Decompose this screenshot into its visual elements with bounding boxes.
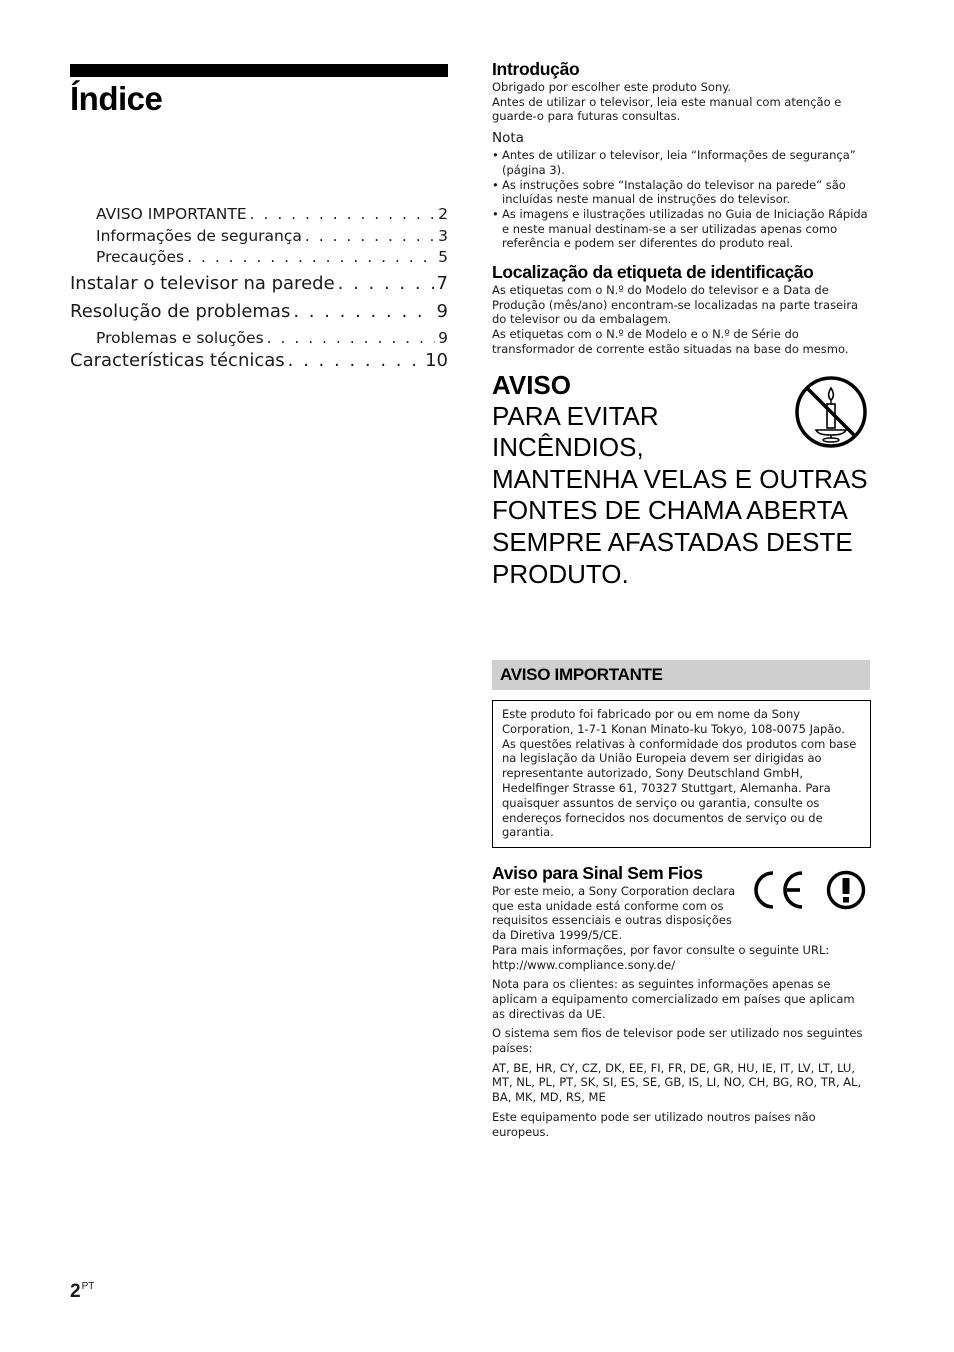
regulatory-marks xyxy=(749,868,867,912)
toc-entry-label: Instalar o televisor na parede xyxy=(70,272,335,294)
page-number xyxy=(70,1281,94,1303)
language-code: PT xyxy=(81,1281,95,1292)
toc-leader-dots xyxy=(305,227,435,245)
toc-entry-precaucoes[interactable] xyxy=(70,248,448,270)
important-heading: AVISO IMPORTANTE xyxy=(500,665,663,684)
page-number-value: 2 xyxy=(70,1281,81,1302)
no-candle-icon xyxy=(794,375,868,449)
wireless-countries-intro: O sistema sem fios de televisor pode ser utilizado nos seguintes países: xyxy=(492,1026,863,1056)
right-column xyxy=(492,58,870,590)
toc-leader-dots xyxy=(250,205,436,223)
label-location-line: As etiquetas com o N.º do Modelo do televisor e a Data de Produção (mês/ano) encontram-se localizadas na parte traseira do televisor ou da embalagem. xyxy=(492,283,859,327)
table-of-contents xyxy=(70,205,448,378)
more-info-text: Para mais informações, por favor consulte o seguinte URL: xyxy=(492,942,830,957)
toc-entry-label: AVISO IMPORTANTE xyxy=(96,205,247,223)
wireless-outside-eu: Este equipamento pode ser utilizado noutros países não europeus. xyxy=(492,1109,816,1139)
toc-leader-dots xyxy=(293,301,433,322)
toc-entry-problemas-solucoes[interactable] xyxy=(70,329,448,351)
toc-entry-informacoes-seguranca[interactable] xyxy=(70,227,448,249)
toc-entry-page: 7 xyxy=(436,272,448,294)
label-location-section xyxy=(492,261,870,357)
wireless-more-info xyxy=(492,943,870,972)
toc-entry-label: Resolução de problemas xyxy=(70,300,291,322)
toc-entry-page: 10 xyxy=(425,350,448,371)
compliance-url-link[interactable]: http://www.compliance.sony.de/ xyxy=(492,957,676,972)
ce-mark-icon xyxy=(756,873,802,907)
intro-heading: Introdução xyxy=(492,59,580,79)
toc-entry-caracteristicas-tecnicas[interactable] xyxy=(70,350,448,378)
nota-item: • As imagens e ilustrações utilizadas no Guia de Iniciação Rápida e neste manual destinam-se a ser utilizadas apenas como referência e podem ser diferentes do produto real. xyxy=(492,207,870,251)
toc-leader-dots xyxy=(187,248,435,266)
toc-entry-label: Características técnicas xyxy=(70,350,285,371)
label-location-line: As etiquetas com o N.º de Modelo e o N.º de Série do transformador de corrente estão situadas na base do mesmo. xyxy=(492,327,849,356)
toc-leader-dots xyxy=(338,273,434,294)
toc-entry-page: 2 xyxy=(438,205,448,223)
wireless-countries: AT, BE, HR, CY, CZ, DK, EE, FI, FR, DE, GR, HU, IE, IT, LV, LT, LU, MT, NL, PL, PT, SK, SI, ES, SE, GB, IS, LI, NO, CH, BG, RO, TR, AL, BA, MK, MD, RS, ME xyxy=(492,1060,862,1105)
intro-line: Obrigado por escolher este produto Sony. xyxy=(492,80,732,94)
toc-entry-page: 9 xyxy=(438,328,448,347)
warning-title: AVISO xyxy=(492,369,571,400)
warning-line: PARA EVITAR xyxy=(492,400,659,431)
warning-line: FONTES DE CHAMA ABERTA xyxy=(492,495,848,526)
toc-entry-resolucao-problemas[interactable] xyxy=(70,301,448,329)
nota-list xyxy=(492,148,870,251)
intro-line: Antes de utilizar o televisor, leia este manual com atenção e guarde-o para futuras consultas. xyxy=(492,94,842,124)
toc-entry-label: Informações de segurança xyxy=(96,226,302,245)
important-heading-bar xyxy=(492,660,870,690)
page-title: Índice xyxy=(70,80,163,117)
important-notice-box xyxy=(492,700,871,848)
nota-item: • As instruções sobre “Instalação do televisor na parede” são incluídas neste manual de instruções do televisor. xyxy=(492,178,870,207)
important-notice-text: Este produto foi fabricado por ou em nome da Sony Corporation, 1-7-1 Konan Minato-ku Tokyo, 108-0075 Japão. As questões relativas à conformidade dos produtos com base na legislação da União Europeia devem ser dirigidas ao representante autorizado, Sony Deutschland GmbH, Hedelfinger Strasse 61, 70327 Stuttgart, Alemanha. Para quaisquer assuntos de serviço ou garantia, consulte os endereços fornecidos nos documentos de serviço ou de garantia. xyxy=(502,707,857,840)
toc-entry-page: 9 xyxy=(436,300,448,322)
toc-entry-page: 5 xyxy=(438,248,448,266)
toc-entry-aviso-importante[interactable] xyxy=(70,205,448,227)
warning-line: SEMPRE AFASTADAS DESTE xyxy=(492,526,853,557)
label-location-heading: Localização da etiqueta de identificação xyxy=(492,262,814,283)
toc-entry-label: Problemas e soluções xyxy=(96,328,264,347)
toc-leader-dots xyxy=(288,350,422,371)
toc-leader-dots xyxy=(267,329,435,347)
toc-entry-instalar-parede[interactable] xyxy=(70,273,448,301)
warning-line: PRODUTO. xyxy=(492,558,629,589)
intro-section xyxy=(492,58,870,251)
wireless-client-note: Nota para os clientes: as seguintes informações apenas se aplicam a equipamento comercializado em países que aplicam as directivas da UE. xyxy=(492,977,855,1021)
title-rule xyxy=(70,64,448,77)
toc-entry-page: 3 xyxy=(438,226,448,245)
toc-entry-label: Precauções xyxy=(96,248,185,266)
fire-warning xyxy=(492,369,870,591)
nota-item: • Antes de utilizar o televisor, leia “Informações de segurança” (página 3). xyxy=(492,148,870,177)
warning-line: INCÊNDIOS, xyxy=(492,432,644,463)
nota-heading: Nota xyxy=(492,130,524,147)
alert-circle-icon xyxy=(829,873,864,908)
wireless-heading: Aviso para Sinal Sem Fios xyxy=(492,863,703,883)
warning-line: MANTENHA VELAS E OUTRAS xyxy=(492,463,868,494)
wireless-declaration: Por este meio, a Sony Corporation declara que esta unidade está conforme com os requisitos essenciais e outras disposições da Diretiva 1999/5/CE. xyxy=(492,884,736,943)
